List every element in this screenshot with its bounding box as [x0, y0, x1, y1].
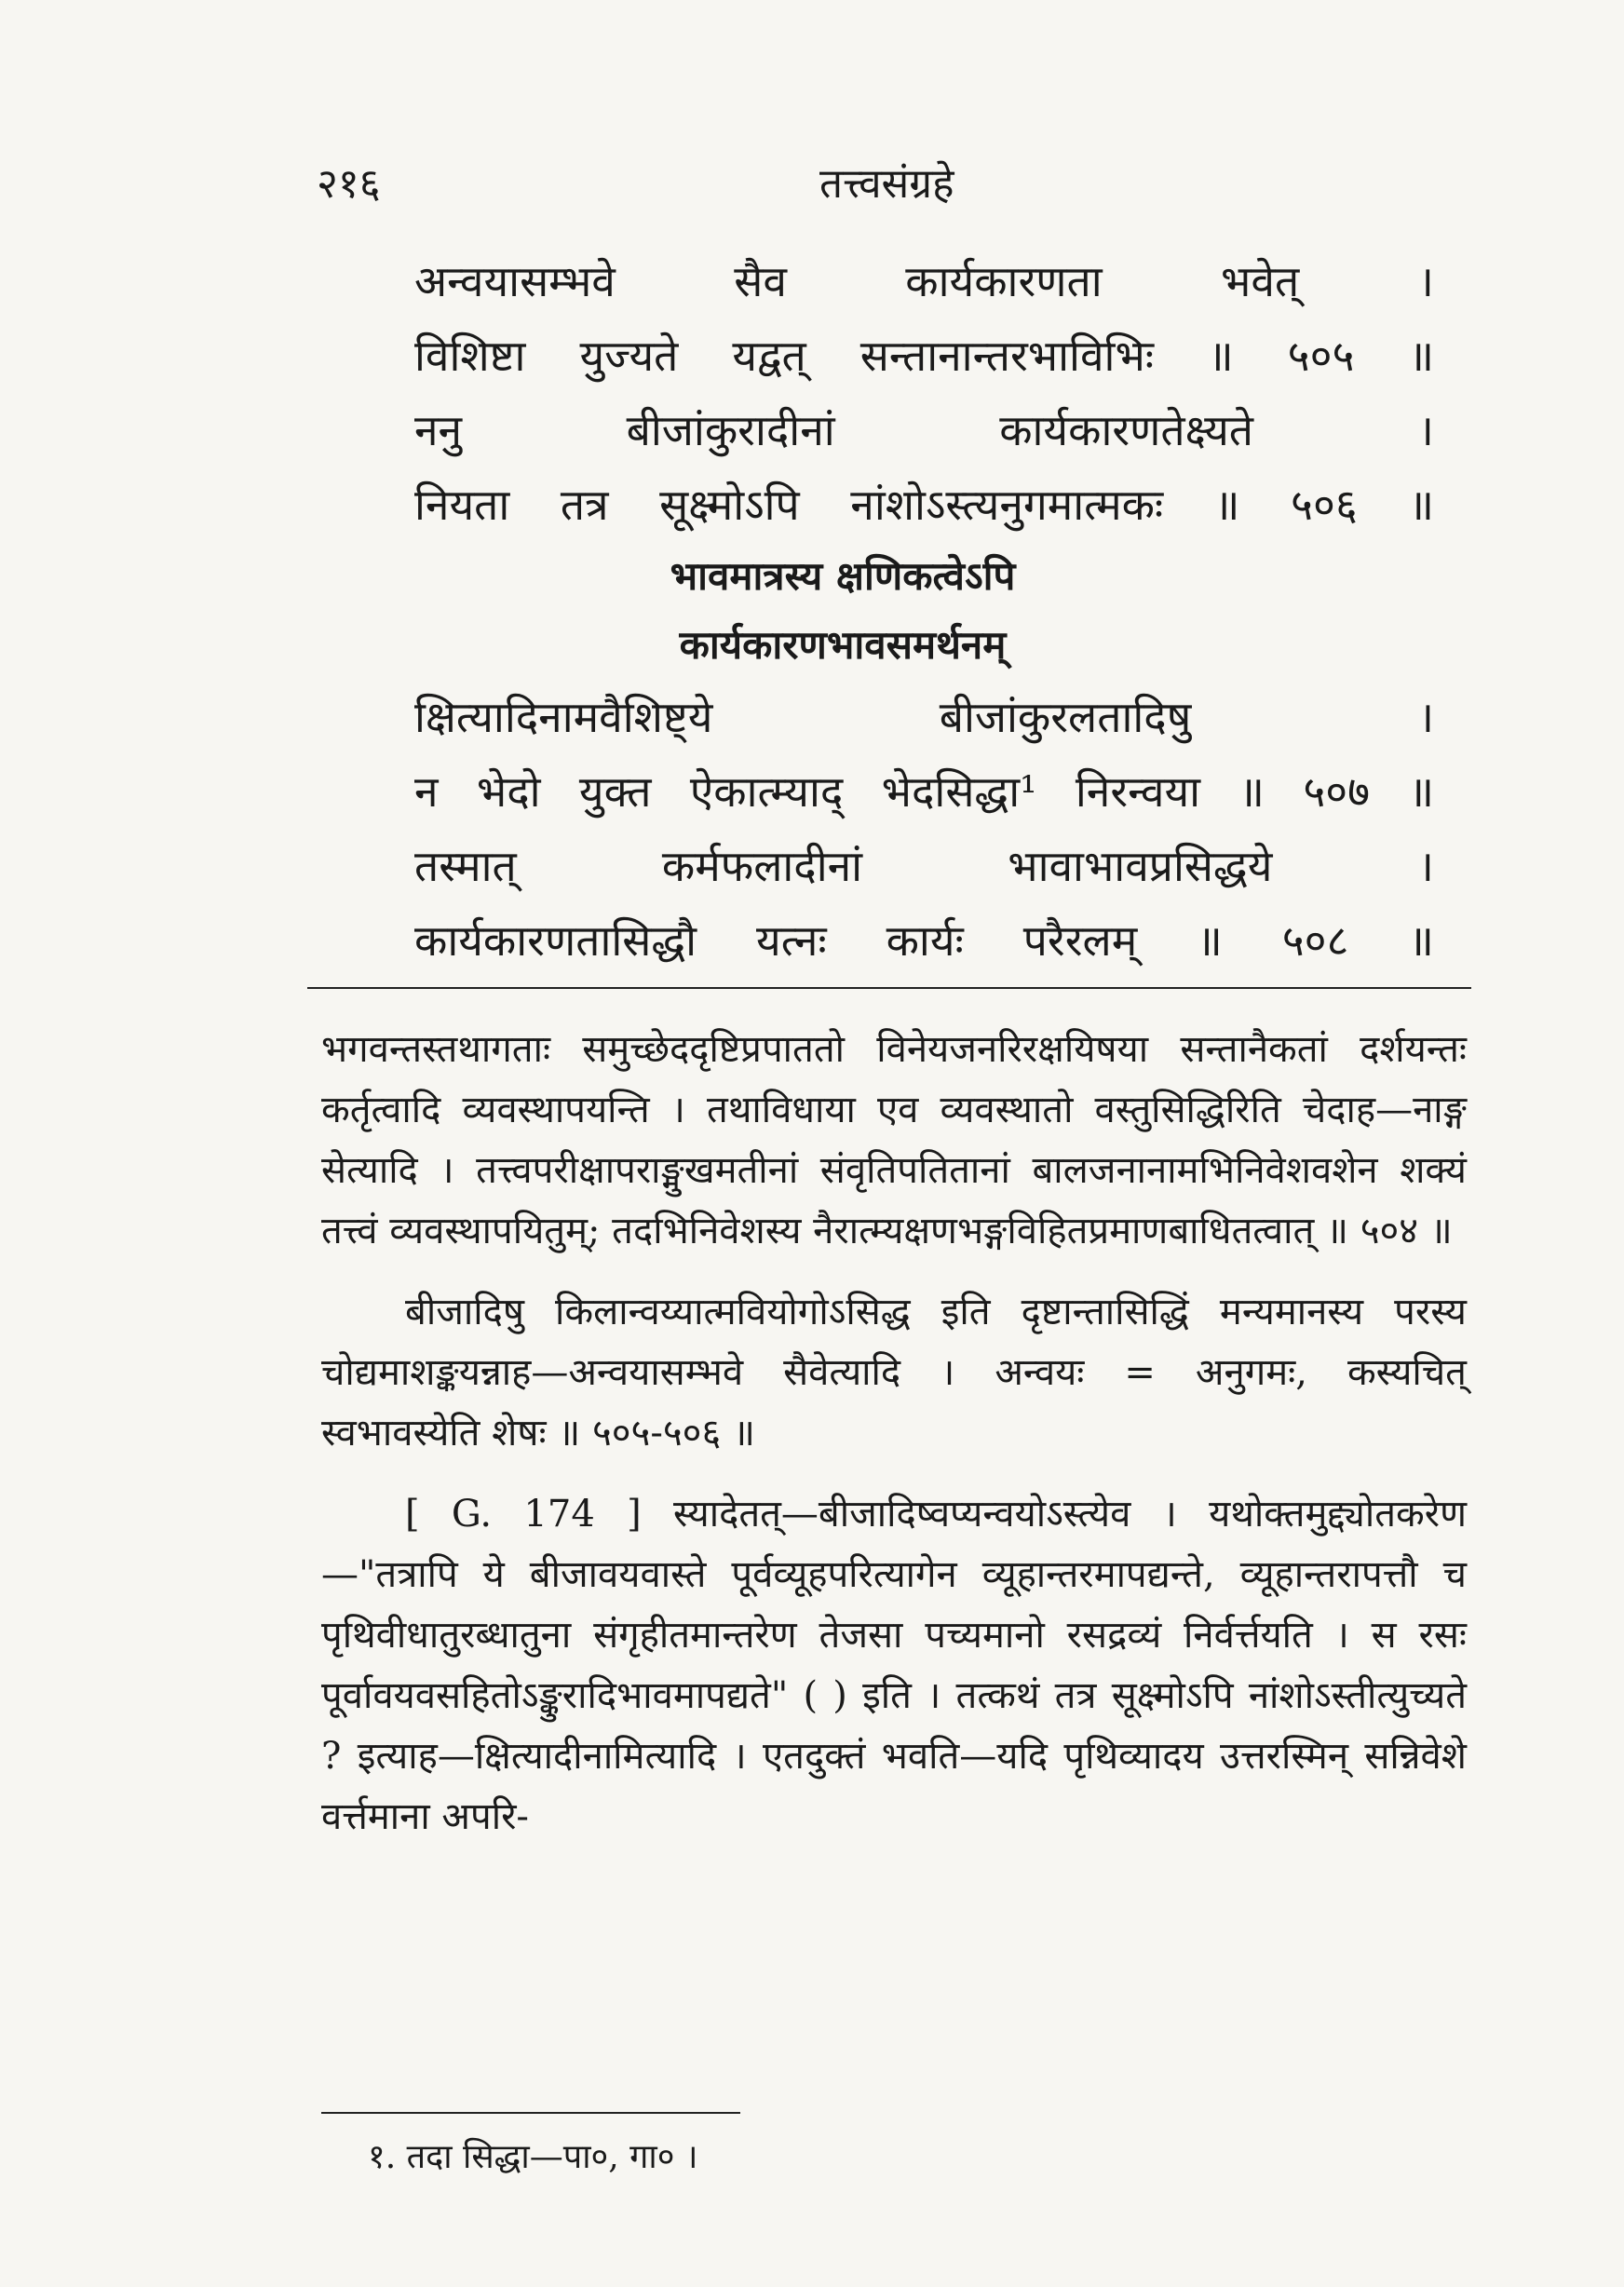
- commentary-paragraph: भगवन्तस्तथागताः समुच्छेददृष्टिप्रपाततो विनेयजनरिरक्षयिषया सन्तानैकतां दर्शयन्तः कर्तृत्वादि व्यवस्थापयन्ति । तथाविधाया एव व्यवस्थातो वस्तुसिद्धिरिति चेदाह—नाङ्ग सेत्यादि । तत्त्वपरीक्षापराङ्मुखमतीनां संवृतिपतितानां बालजनानामभिनिवेशवशेन शक्यं तत्त्वं व्यवस्थापयितुम्; तदभिनिवेशस्य नैरात्म्यक्षणभङ्गविहितप्रमाणबाधितत्वात् ॥ ५०४ ॥: [321, 1028, 1467, 1252]
- verse-line: कार्यकारणतासिद्धौ यत्नः कार्यः परैरलम् ॥ ५०८ ॥: [414, 915, 1434, 966]
- commentary-paragraph: [ G. 174 ] स्यादेतत्—बीजादिष्वप्यन्वयोऽस्त्येव । यथोक्तमुद्द्योतकरेण—"तत्रापि ये बीजावयवास्ते पूर्वव्यूहपरित्यागेन व्यूहान्तरमापद्यन्ते, व्यूहान्तरापत्तौ च पृथिवीधातुरब्धातुना संगृहीतमान्तरेण तेजसा पच्यमानो रसद्रव्यं निर्वर्त्तयति । स रसः पूर्वावयवसहितोऽङ्कुरादिभावमापद्यते" ( ) इति । तत्कथं तत्र सूक्ष्मोऽपि नांशोऽस्तीत्युच्यते ? इत्याह—क्षित्यादीनामित्यादि । एतदुक्तं भवति—यदि पृथिव्यादय उत्तरस्मिन् सन्निवेशे वर्त्तमाना अपरि-: [321, 1493, 1467, 1838]
- commentary-block: [321, 1020, 1467, 1868]
- verse-line: विशिष्टा युज्यते यद्वत् सन्तानान्तरभाविभिः ॥ ५०५ ॥: [414, 331, 1434, 381]
- verse-line: नियता तत्र सूक्ष्मोऽपि नांशोऽस्त्यनुगमात्मकः ॥ ५०६ ॥: [414, 480, 1434, 530]
- verse-line: ननु बीजांकुरादीनां कार्यकारणतेक्ष्यते ।: [414, 405, 1434, 455]
- page-header: [317, 154, 1434, 219]
- footnote-rule: [321, 2112, 740, 2114]
- section-heading: भावमात्रस्य क्षणिकत्वेऽपि: [670, 553, 1016, 599]
- page-number: २१६: [317, 160, 381, 208]
- verse-line: क्षित्यादिनामवैशिष्ट्ये बीजांकुरलतादिषु ।: [414, 692, 1434, 742]
- section-heading: कार्यकारणभावसमर्थनम्: [679, 622, 1007, 668]
- footnote: १. तदा सिद्धा—पा०, गा० ।: [368, 2138, 698, 2176]
- verse-line: तस्मात् कर्मफलादीनां भावाभावप्रसिद्धये ।: [414, 841, 1434, 891]
- running-title: तत्त्वसंग्रहे: [819, 160, 954, 208]
- verse-line: अन्वयासम्भवे सैव कार्यकारणता भवेत् ।: [414, 256, 1434, 306]
- commentary-paragraph: बीजादिषु किलान्वय्यात्मवियोगोऽसिद्ध इति दृष्टान्तासिद्धिं मन्यमानस्य परस्य चोद्यमाशङ्कयन्नाह—अन्वयासम्भवे सैवेत्यादि । अन्वयः = अनुगमः, कस्यचित् स्वभावस्येति शेषः ॥ ५०५-५०६ ॥: [321, 1291, 1467, 1455]
- divider-rule: [307, 987, 1471, 989]
- verse-line: न भेदो युक्त ऐकात्म्याद् भेदसिद्धा¹ निरन्वया ॥ ५०७ ॥: [414, 766, 1434, 817]
- verse-block: [414, 244, 1434, 978]
